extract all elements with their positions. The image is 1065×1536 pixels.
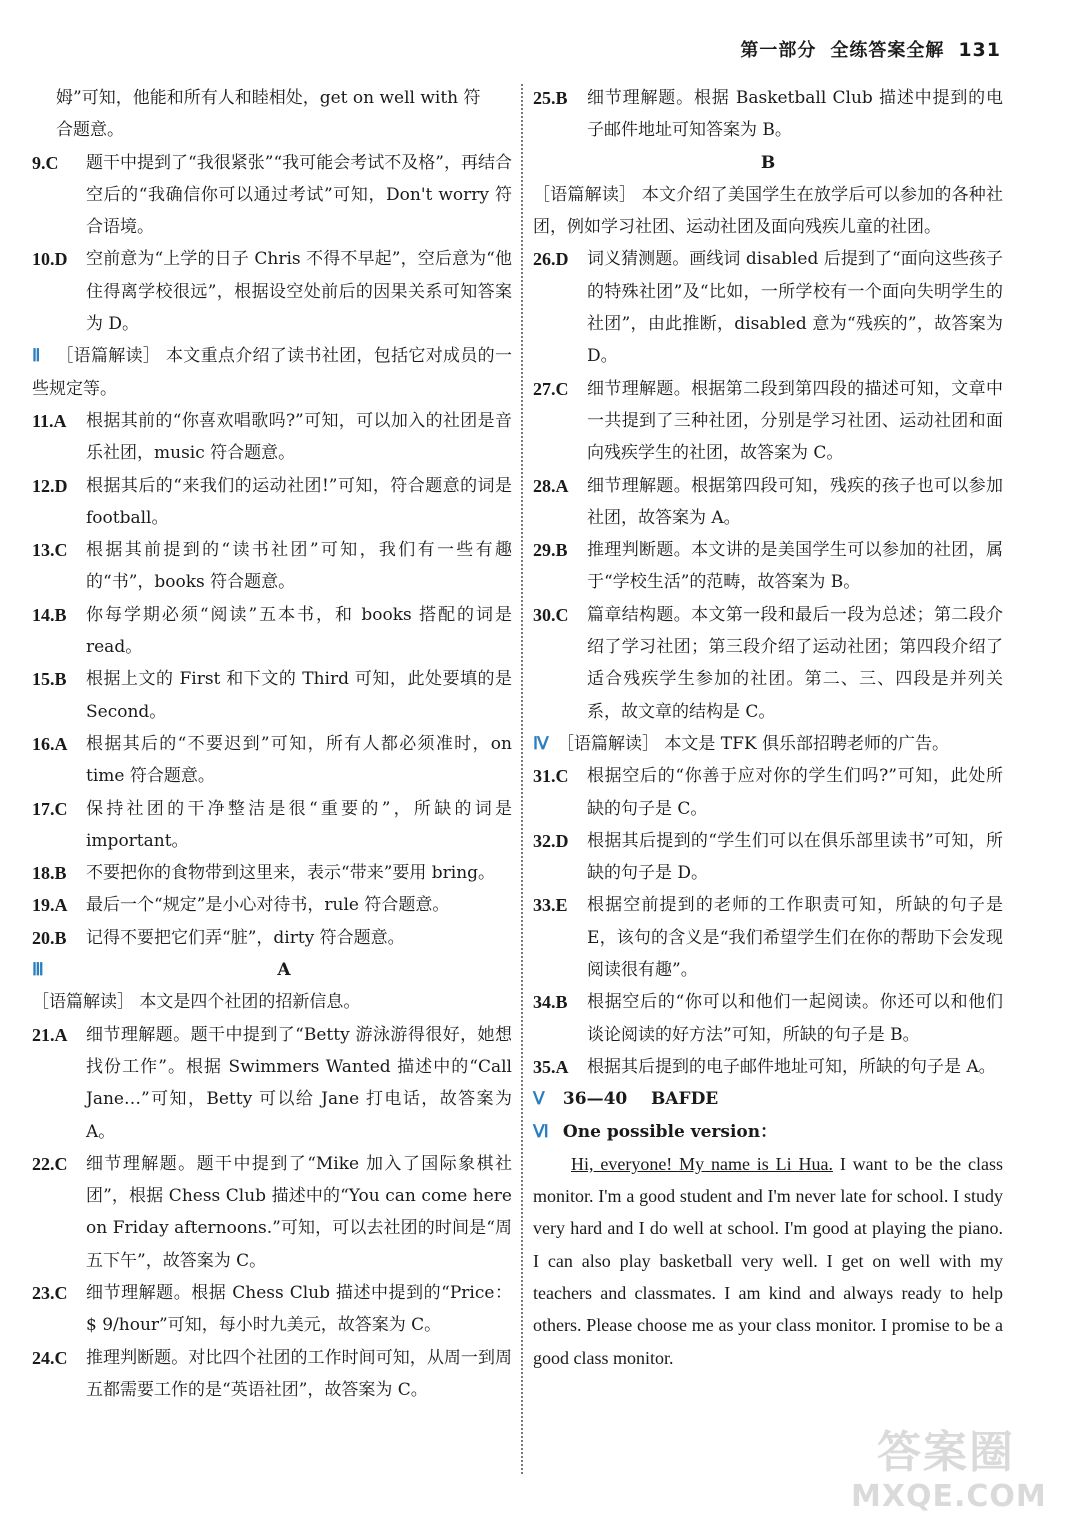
section-intro-text: ［语篇解读］ 本文是 TFK 俱乐部招聘老师的广告。 bbox=[557, 733, 950, 754]
answer-item-33 bbox=[533, 889, 1003, 986]
section-4-intro bbox=[533, 728, 1003, 760]
answer-label: 10.D bbox=[32, 249, 68, 270]
answer-label: 15.B bbox=[32, 669, 67, 690]
intro-line: 姆”可知，他能和所有人和睦相处，get on well with 符 bbox=[56, 88, 481, 108]
answer-text: 你每学期必须“阅读”五本书，和 books 搭配的词是 read。 bbox=[86, 604, 512, 658]
question-range: 36—40 bbox=[562, 1089, 628, 1110]
answer-item-27 bbox=[533, 373, 1003, 470]
roman-numeral: Ⅲ bbox=[32, 960, 44, 980]
answer-label: 9.C bbox=[32, 152, 59, 173]
answer-item-15 bbox=[32, 663, 512, 728]
answer-label: 33.E bbox=[533, 895, 568, 916]
answer-text: 词义猜测题。画线词 disabled 后提到了“面向这些孩子的特殊社团”及“比如，一所学校有一个面向失明学生的社团”，由此推断，disabled 意为“残疾的”，故答案为 D。 bbox=[587, 249, 1003, 367]
answer-item-19 bbox=[32, 889, 512, 921]
answer-item-30 bbox=[533, 599, 1003, 728]
answer-text: 根据其后的“来我们的运动社团!”可知，符合题意的词是 football。 bbox=[86, 475, 512, 528]
section-3-heading bbox=[32, 954, 512, 986]
answer-text: 保持社团的干净整洁是很“重要的”，所缺的词是 important。 bbox=[86, 798, 512, 851]
answer-item-25 bbox=[533, 82, 1003, 147]
answer-label: 28.A bbox=[533, 475, 569, 496]
answer-text: 根据上文的 First 和下文的 Third 可知，此处要填的是 Second。 bbox=[86, 669, 512, 722]
answer-text: 根据其后提到的电子邮件地址可知，所缺的句子是 A。 bbox=[587, 1056, 996, 1077]
answer-item-17 bbox=[32, 793, 512, 858]
part-b-intro: ［语篇解读］ 本文介绍了美国学生在放学后可以参加的各种社团，例如学习社团、运动社团及面向残疾儿童的社团。 bbox=[533, 184, 1003, 238]
answer-label: 29.B bbox=[533, 540, 568, 561]
answer-item-11 bbox=[32, 405, 512, 470]
answer-item-29 bbox=[533, 534, 1003, 599]
answer-text: 篇章结构题。本文第一段和最后一段为总述；第二段介绍了学习社团；第三段介绍了运动社团；第四段介绍了适合残疾学生参加的社团。第二、三、四段是并列关系，故文章的结构是 C。 bbox=[587, 604, 1003, 722]
answer-label: 25.B bbox=[533, 88, 568, 108]
answer-label: 11.A bbox=[32, 410, 67, 431]
right-column bbox=[533, 82, 1003, 1374]
roman-numeral: Ⅱ bbox=[32, 346, 41, 366]
answer-item-20 bbox=[32, 922, 512, 954]
page-number: 131 bbox=[958, 39, 1001, 61]
answer-label: 21.A bbox=[32, 1024, 68, 1045]
answer-item-26 bbox=[533, 243, 1003, 372]
part-heading: B bbox=[760, 152, 776, 173]
answer-label: 34.B bbox=[533, 992, 568, 1013]
roman-numeral: Ⅳ bbox=[533, 733, 549, 753]
answer-text: 根据空前提到的老师的工作职责可知，所缺的句子是 E，该句的含义是“我们希望学生们在你的帮助下会发现阅读很有趣”。 bbox=[587, 895, 1003, 981]
answer-item-10 bbox=[32, 243, 512, 340]
answer-label: 17.C bbox=[32, 798, 68, 819]
answer-item-23 bbox=[32, 1277, 512, 1342]
answer-text: 根据其前的“你喜欢唱歌吗?”可知，可以加入的社团是音乐社团，music 符合题意。 bbox=[86, 410, 512, 464]
answer-item-31 bbox=[533, 760, 1003, 825]
answer-item-32 bbox=[533, 825, 1003, 890]
answer-item-9 bbox=[32, 147, 512, 244]
answer-text: 根据其前提到的“读书社团”可知，我们有一些有趣的“书”，books 符合题意。 bbox=[86, 540, 512, 593]
answer-item-13 bbox=[32, 534, 512, 599]
section-5-answers bbox=[533, 1083, 1003, 1115]
answer-label: 18.B bbox=[32, 863, 67, 884]
answer-label: 24.C bbox=[32, 1347, 68, 1368]
answer-label: 14.B bbox=[32, 604, 67, 625]
page-header bbox=[740, 36, 1001, 62]
roman-numeral: Ⅵ bbox=[533, 1121, 549, 1141]
answer-text: 根据其后的“不要迟到”可知，所有人都必须准时，on time 符合题意。 bbox=[86, 733, 512, 787]
answer-item-35 bbox=[533, 1051, 1003, 1083]
watermark-text: 答案圈 bbox=[877, 1427, 1015, 1478]
answer-text: 细节理解题。根据第二段到第四段的描述可知，文章中一共提到了三种社团，分别是学习社团、运动社团和面向残疾学生的社团，故答案为 C。 bbox=[587, 378, 1003, 464]
answer-text: 最后一个“规定”是小心对待书，rule 符合题意。 bbox=[86, 895, 450, 916]
answer-text: 细节理解题。根据 Basketball Club 描述中提到的电子邮件地址可知答案为 B。 bbox=[587, 88, 1003, 141]
answer-item-21 bbox=[32, 1019, 512, 1148]
answer-item-22 bbox=[32, 1148, 512, 1277]
answer-text: 细节理解题。题干中提到了“Betty 游泳游得很好，她想找份工作”。根据 Swimmers Wanted 描述中的“Call Jane…”可知，Betty 可以给 Jane 打电话，故答案为 A。 bbox=[86, 1024, 512, 1142]
answer-label: 22.C bbox=[32, 1153, 68, 1174]
answer-text: 细节理解题。根据 Chess Club 描述中提到的“Price：$ 9/hour”可知，每小时九美元，故答案为 C。 bbox=[86, 1282, 512, 1336]
sample-essay bbox=[533, 1148, 1003, 1374]
essay-body: I want to be the class monitor. I'm a good student and I'm never late for school. I study very hard and I do well at school. I'm good at playing the piano. I can also play basketball very well. I get on well with my teachers and classmates. I am kind and always ready to help others. Please choose me as your class monitor. I promise to be a good class monitor. bbox=[533, 1153, 1004, 1368]
part-heading: A bbox=[277, 960, 291, 981]
answer-label: 32.D bbox=[533, 830, 569, 851]
answer-label: 27.C bbox=[533, 378, 569, 399]
answer-item-14 bbox=[32, 599, 512, 664]
answer-text: 记得不要把它们弄“脏”，dirty 符合题意。 bbox=[86, 927, 405, 948]
left-column bbox=[32, 82, 512, 1406]
answer-label: 20.B bbox=[32, 927, 67, 948]
section-2-intro bbox=[32, 340, 512, 405]
answer-item-16 bbox=[32, 728, 512, 793]
answer-item-28 bbox=[533, 470, 1003, 535]
answer-text: 根据空后的“你可以和他们一起阅读。你还可以和他们谈论阅读的好方法”可知，所缺的句子是 B。 bbox=[587, 992, 1003, 1045]
column-divider bbox=[521, 84, 523, 1474]
answer-label: 19.A bbox=[32, 895, 68, 916]
answer-text: 细节理解题。根据第四段可知，残疾的孩子也可以参加社团，故答案为 A。 bbox=[587, 475, 1003, 528]
section-intro-text: ［语篇解读］ 本文重点介绍了读书社团，包括它对成员的一些规定等。 bbox=[32, 346, 512, 399]
intro-line: 合题意。 bbox=[56, 120, 124, 141]
answer-text: 根据其后提到的“学生们可以在俱乐部里读书”可知，所缺的句子是 D。 bbox=[587, 830, 1003, 884]
answer-text: 不要把你的食物带到这里来，表示“带来”要用 bring。 bbox=[86, 863, 496, 884]
section-3-intro: ［语篇解读］ 本文是四个社团的招新信息。 bbox=[32, 992, 361, 1013]
answer-label: 12.D bbox=[32, 475, 68, 496]
answer-text: 推理判断题。本文讲的是美国学生可以参加的社团，属于“学校生活”的范畴，故答案为 B。 bbox=[587, 540, 1003, 593]
answer-item-34 bbox=[533, 986, 1003, 1051]
answer-item-12 bbox=[32, 470, 512, 535]
answer-label: 26.D bbox=[533, 249, 569, 270]
answer-label: 30.C bbox=[533, 604, 569, 625]
answer-label: 35.A bbox=[533, 1056, 569, 1077]
answer-label: 23.C bbox=[32, 1282, 68, 1303]
answer-label: 31.C bbox=[533, 766, 569, 787]
answer-text: 细节理解题。题干中提到了“Mike 加入了国际象棋社团”，根据 Chess Club 描述中的“You can come here on Friday afternoons.”可知，可以去社团的时间是“周五下午”，故答案为 C。 bbox=[86, 1153, 512, 1271]
section-6-heading bbox=[533, 1116, 1003, 1148]
answer-item-24 bbox=[32, 1342, 512, 1407]
answer-text: 空前意为“上学的日子 Chris 不得不早起”，空后意为“他住得离学校很远”，根据设空处前后的因果关系可知答案为 D。 bbox=[86, 249, 512, 335]
roman-numeral: Ⅴ bbox=[533, 1089, 545, 1109]
header-section: 第一部分 bbox=[740, 40, 817, 61]
answer-text: 根据空后的“你善于应对你的学生们吗?”可知，此处所缺的句子是 C。 bbox=[587, 766, 1003, 819]
answer-text: 推理判断题。对比四个社团的工作时间可知，从周一到周五都需要工作的是“英语社团”，故答案为 C。 bbox=[86, 1347, 512, 1400]
answer-text: 题干中提到了“我很紧张”“我可能会考试不及格”，再结合空后的“我确信你可以通过考试”可知，Don't worry 符合语境。 bbox=[86, 152, 512, 238]
essay-underlined-sentence: Hi, everyone! My name is Li Hua. bbox=[571, 1153, 833, 1174]
watermark-url: MXQE.COM bbox=[851, 1479, 1047, 1514]
answer-item-18 bbox=[32, 857, 512, 889]
essay-heading: One possible version： bbox=[562, 1121, 778, 1142]
answer-sequence: BAFDE bbox=[650, 1089, 719, 1110]
answer-label: 13.C bbox=[32, 540, 68, 561]
watermark-logo bbox=[851, 1426, 1047, 1526]
answer-label: 16.A bbox=[32, 733, 68, 754]
header-title: 全练答案全解 bbox=[830, 40, 945, 61]
